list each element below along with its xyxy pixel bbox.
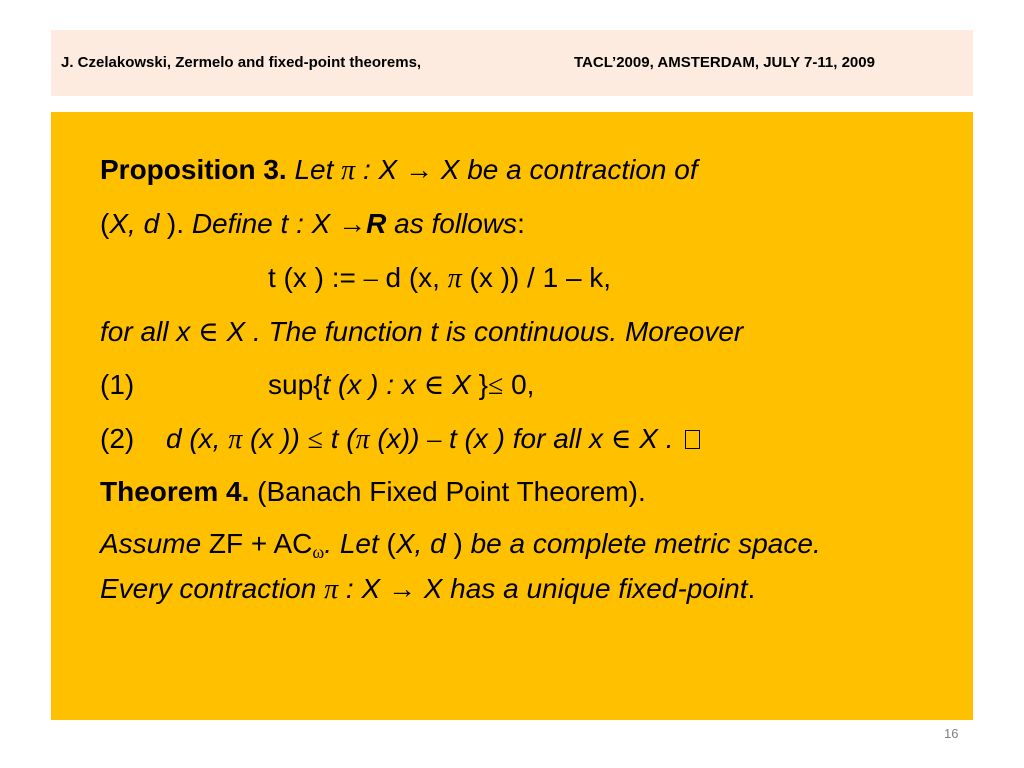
text-colon-x: : X bbox=[355, 154, 405, 185]
arrow-symbol: → bbox=[387, 574, 416, 605]
arrow-symbol: → bbox=[405, 155, 433, 186]
text-for-all: for all x bbox=[100, 316, 199, 347]
theorem-line-3 bbox=[100, 575, 755, 604]
item-1-formula bbox=[268, 371, 534, 400]
text-x-close-2: (x)) bbox=[369, 423, 428, 454]
arrow-symbol: → bbox=[338, 209, 367, 240]
end-of-proof-icon bbox=[685, 430, 700, 449]
formula-t-definition bbox=[268, 264, 611, 293]
text-set-x: X bbox=[444, 369, 479, 400]
text-assume: Assume bbox=[100, 528, 202, 559]
proposition-line-1 bbox=[100, 156, 698, 185]
text-sup: sup{ bbox=[268, 369, 323, 400]
text-zf-ac: ZF + AC bbox=[201, 528, 313, 559]
slide-content bbox=[51, 112, 973, 720]
text-every-contraction: Every contraction bbox=[100, 573, 325, 604]
element-of-symbol: ∈ bbox=[198, 317, 219, 348]
text-d-x: d (x, bbox=[166, 423, 229, 454]
element-of-symbol: ∈ bbox=[610, 424, 632, 455]
text-set-x-period: X . bbox=[631, 423, 682, 454]
text-colon: : bbox=[517, 208, 525, 239]
text-zero: 0, bbox=[503, 369, 535, 400]
pi-symbol: π bbox=[447, 263, 462, 294]
slide-header bbox=[51, 30, 973, 96]
text-unique-fixed-point: X has a unique fixed-point bbox=[415, 573, 748, 604]
text-x-d: X, d bbox=[395, 528, 446, 559]
text-continuous: X . The function t is continuous. Moreover bbox=[218, 316, 744, 347]
page-number: 16 bbox=[944, 726, 959, 741]
proposition-label: Proposition 3. bbox=[100, 154, 287, 185]
item-2-formula bbox=[166, 425, 700, 454]
text-open-paren: ( bbox=[386, 528, 396, 559]
text-as-follows: as follows bbox=[386, 208, 518, 239]
text-d-x: d (x, bbox=[377, 262, 448, 293]
proposition-line-4 bbox=[100, 318, 743, 347]
pi-symbol: π bbox=[355, 424, 370, 455]
header-conference: TACL’2009, AMSTERDAM, JULY 7-11, 2009 bbox=[574, 54, 875, 71]
text-x-over-k: (x )) / 1 – k, bbox=[461, 262, 612, 293]
minus-symbol: – bbox=[427, 424, 442, 455]
text-let: . Let bbox=[324, 528, 387, 559]
text-define: Define t : X bbox=[191, 208, 339, 239]
item-2-number: (2) bbox=[100, 423, 135, 454]
text-t-open: t ( bbox=[322, 423, 356, 454]
pi-symbol: π bbox=[341, 155, 356, 186]
header-author-title: J. Czelakowski, Zermelo and fixed-point theorems, bbox=[61, 54, 422, 71]
item-2-line bbox=[100, 423, 682, 455]
text-close-paren: ) bbox=[445, 528, 471, 559]
text-open-paren: ( bbox=[100, 208, 110, 239]
text-colon-x: : X bbox=[338, 573, 388, 604]
reals-symbol: R bbox=[366, 208, 387, 239]
text-x-close: (x )) bbox=[242, 423, 308, 454]
omega-subscript: ω bbox=[312, 542, 325, 562]
item-1-number: (1) bbox=[100, 369, 135, 400]
pi-symbol: π bbox=[324, 574, 339, 605]
text-close-paren: ). bbox=[159, 208, 192, 239]
leq-symbol: ≤ bbox=[307, 424, 323, 455]
text-close-brace: } bbox=[478, 369, 488, 400]
minus-symbol: – bbox=[363, 263, 378, 294]
proposition-line-2 bbox=[100, 210, 525, 239]
element-of-symbol: ∈ bbox=[423, 370, 445, 401]
text-t-def: t (x ) := bbox=[268, 262, 364, 293]
text-contraction: X be a contraction of bbox=[433, 154, 698, 185]
theorem-title: (Banach Fixed Point Theorem). bbox=[249, 476, 646, 507]
item-1-line bbox=[100, 369, 535, 401]
leq-symbol: ≤ bbox=[487, 370, 504, 401]
pi-symbol: π bbox=[228, 424, 243, 455]
text-let: Let bbox=[286, 154, 342, 185]
text-t-x-for-all: t (x ) for all x bbox=[441, 423, 611, 454]
text-x-d: X, d bbox=[109, 208, 160, 239]
text-complete-metric: be a complete metric space. bbox=[470, 528, 821, 559]
text-t-x: t (x ) : x bbox=[322, 369, 424, 400]
theorem-line-2 bbox=[100, 530, 821, 561]
text-period: . bbox=[747, 573, 756, 604]
theorem-label: Theorem 4. bbox=[100, 476, 250, 507]
theorem-line bbox=[100, 478, 646, 506]
